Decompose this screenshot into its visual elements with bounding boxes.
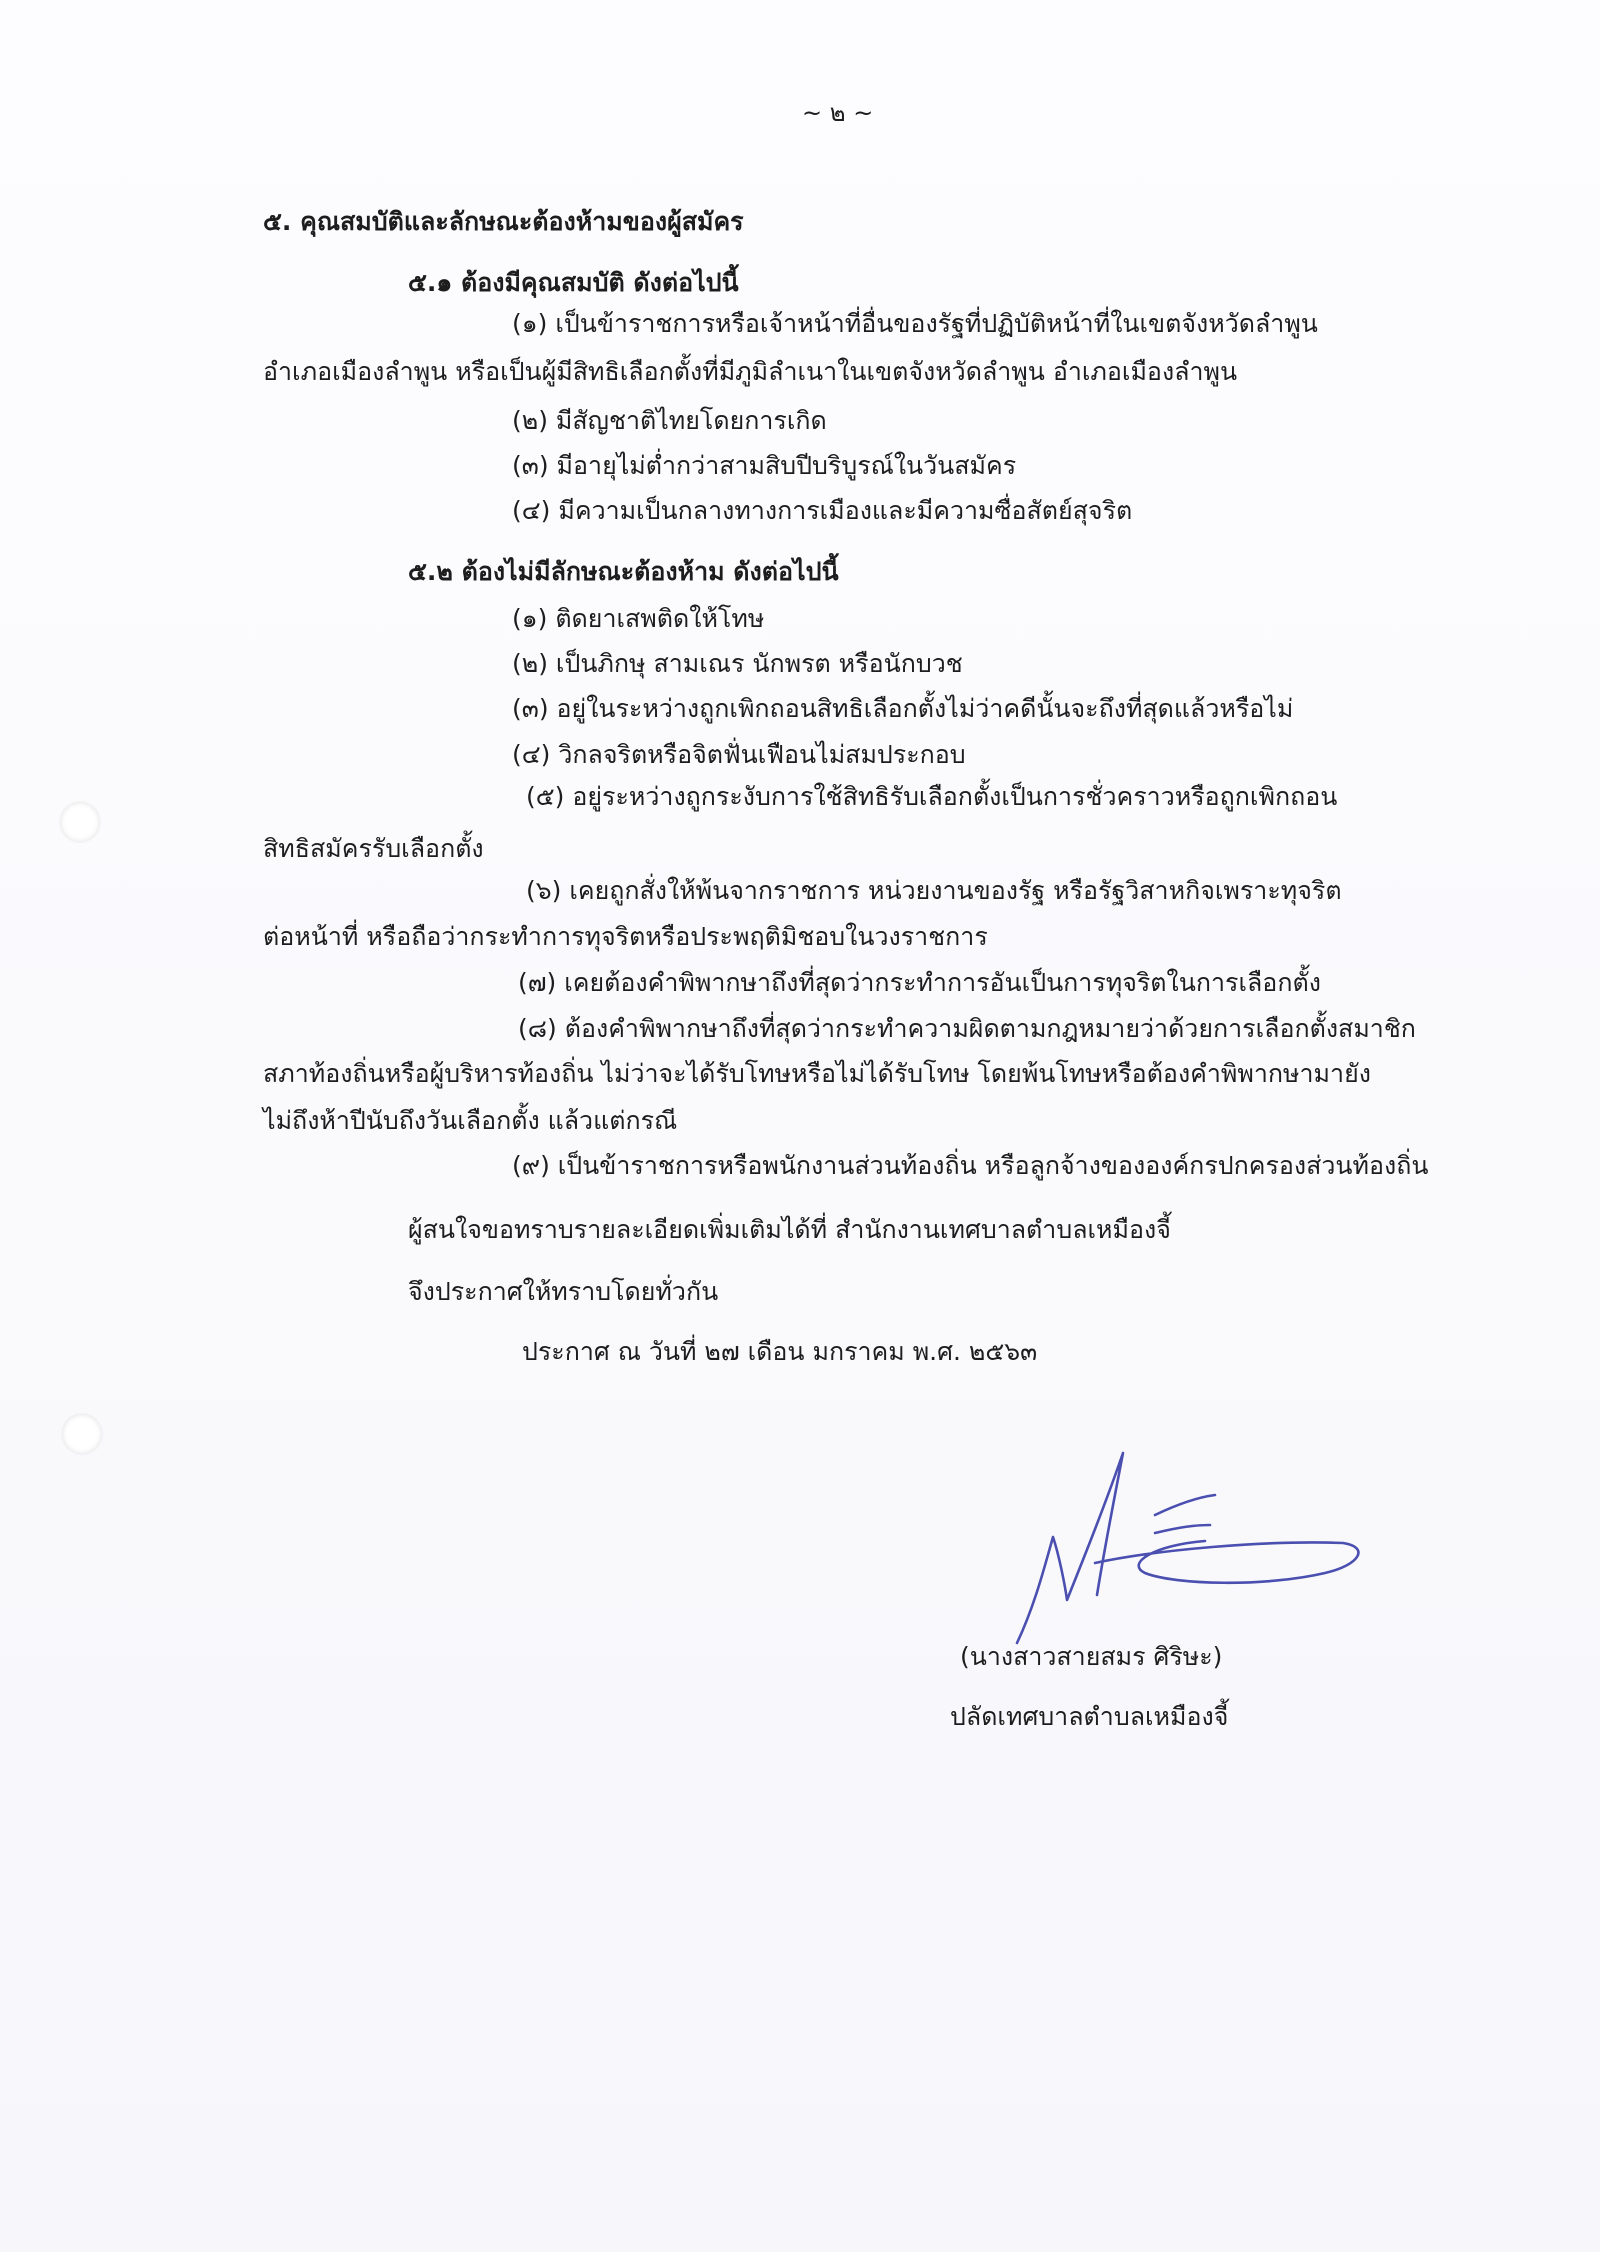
list-item-continuation: ไม่ถึงห้าปีนับถึงวันเลือกตั้ง แล้วแต่กรณี xyxy=(263,1106,678,1135)
list-item: (๗) เคยต้องคำพิพากษาถึงที่สุดว่ากระทำการอันเป็นการทุจริตในการเลือกตั้ง xyxy=(518,968,1321,997)
list-item: (๒) เป็นภิกษุ สามเณร นักพรต หรือนักบวช xyxy=(512,649,963,678)
list-item: (๓) มีอายุไม่ต่ำกว่าสามสิบปีบริบูรณ์ในวันสมัคร xyxy=(512,451,1017,480)
subsection-title: ๕.๑ ต้องมีคุณสมบัติ ดังต่อไปนี้ xyxy=(408,268,739,297)
section-title: ๕. คุณสมบัติและลักษณะต้องห้ามของผู้สมัคร xyxy=(263,207,744,236)
punch-hole xyxy=(60,802,100,842)
signer-position: ปลัดเทศบาลตำบลเหมืองจี้ xyxy=(950,1702,1229,1731)
list-item: (๒) มีสัญชาติไทยโดยการเกิด xyxy=(512,406,827,435)
list-item: (๑) เป็นข้าราชการหรือเจ้าหน้าที่อื่นของรัฐที่ปฏิบัติหน้าที่ในเขตจังหวัดลำพูน xyxy=(512,309,1318,338)
subsection-title: ๕.๒ ต้องไม่มีลักษณะต้องห้าม ดังต่อไปนี้ xyxy=(408,557,839,586)
announcement: จึงประกาศให้ทราบโดยทั่วกัน xyxy=(408,1277,719,1306)
signer-name: (นางสาวสายสมร ศิริษะ) xyxy=(960,1642,1223,1671)
list-item: (๑) ติดยาเสพติดให้โทษ xyxy=(512,604,765,633)
signature xyxy=(1005,1445,1375,1655)
list-item: (๘) ต้องคำพิพากษาถึงที่สุดว่ากระทำความผิดตามกฎหมายว่าด้วยการเลือกตั้งสมาชิก xyxy=(518,1014,1416,1043)
contact-info: ผู้สนใจขอทราบรายละเอียดเพิ่มเติมได้ที่ สำนักงานเทศบาลตำบลเหมืองจี้ xyxy=(408,1215,1171,1244)
list-item: (๓) อยู่ในระหว่างถูกเพิกถอนสิทธิเลือกตั้งไม่ว่าคดีนั้นจะถึงที่สุดแล้วหรือไม่ xyxy=(512,694,1294,723)
list-item: (๔) มีความเป็นกลางทางการเมืองและมีความซื่อสัตย์สุจริต xyxy=(512,496,1133,525)
list-item-continuation: สิทธิสมัครรับเลือกตั้ง xyxy=(263,834,484,863)
punch-hole xyxy=(62,1414,102,1454)
list-item: (๖) เคยถูกสั่งให้พ้นจากราชการ หน่วยงานของรัฐ หรือรัฐวิสาหกิจเพราะทุจริต xyxy=(526,876,1342,905)
list-item-continuation: อำเภอเมืองลำพูน หรือเป็นผู้มีสิทธิเลือกตั้งที่มีภูมิลำเนาในเขตจังหวัดลำพูน อำเภอเมืองลำพูน xyxy=(263,357,1238,386)
list-item: (๕) อยู่ระหว่างถูกระงับการใช้สิทธิรับเลือกตั้งเป็นการชั่วคราวหรือถูกเพิกถอน xyxy=(526,782,1338,811)
page-number: ~ ๒ ~ xyxy=(802,99,874,127)
list-item-continuation: สภาท้องถิ่นหรือผู้บริหารท้องถิ่น ไม่ว่าจะได้รับโทษหรือไม่ได้รับโทษ โดยพ้นโทษหรือต้องคำพิพากษามายัง xyxy=(263,1059,1371,1088)
list-item-continuation: ต่อหน้าที่ หรือถือว่ากระทำการทุจริตหรือประพฤติมิชอบในวงราชการ xyxy=(263,922,988,951)
list-item: (๔) วิกลจริตหรือจิตฟั่นเฟือนไม่สมประกอบ xyxy=(512,740,966,769)
announcement-date: ประกาศ ณ วันที่ ๒๗ เดือน มกราคม พ.ศ. ๒๕๖๓ xyxy=(522,1337,1038,1366)
list-item: (๙) เป็นข้าราชการหรือพนักงานส่วนท้องถิ่น หรือลูกจ้างขององค์กรปกครองส่วนท้องถิ่น xyxy=(512,1151,1429,1180)
